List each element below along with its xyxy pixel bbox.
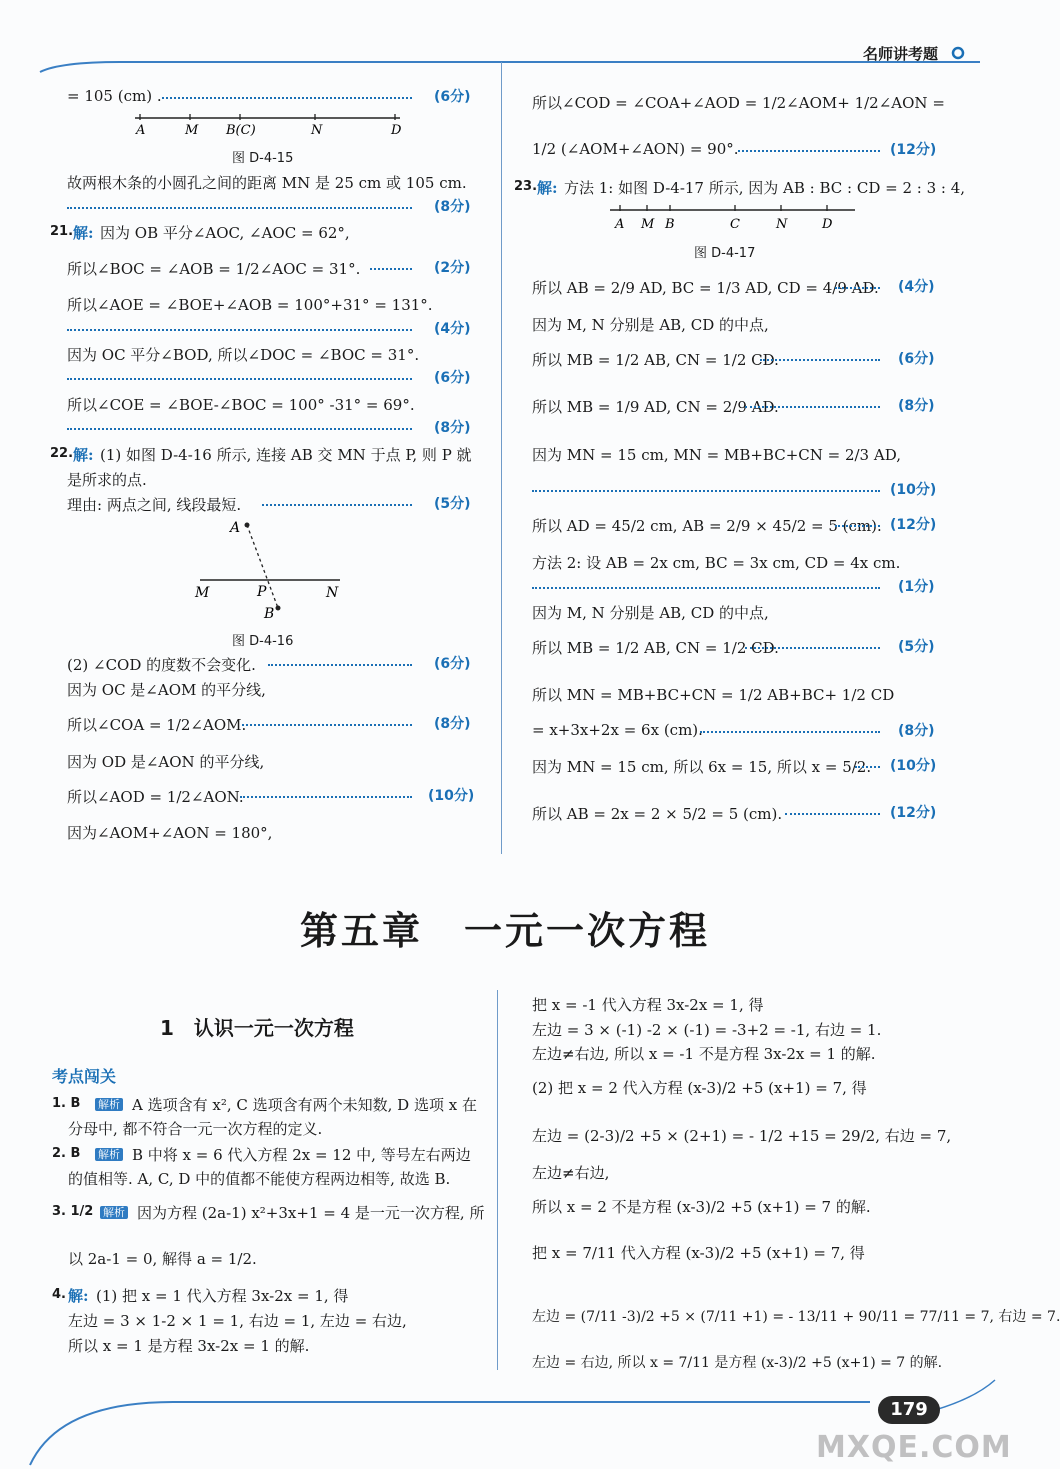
- text-line: 左边 = 3 × 1-2 × 1 = 1, 右边 = 1, 左边 = 右边,: [68, 1312, 407, 1330]
- text-line: 所以∠COA = 1/2∠AOM.: [67, 716, 247, 734]
- fig17-label-a: A: [615, 217, 625, 232]
- text-line: (1) 把 x = 1 代入方程 3x-2x = 1, 得: [96, 1287, 349, 1305]
- dot-leader: [700, 731, 880, 733]
- text-line: = x+3x+2x = 6x (cm).: [532, 721, 703, 739]
- score-mark: (5分): [898, 639, 935, 655]
- score-mark: (8分): [898, 723, 935, 739]
- solution-label: 解:: [537, 179, 558, 197]
- text-line: 所以∠COE = ∠BOE-∠BOC = 100° -31° = 69°.: [67, 396, 415, 414]
- text-line: 所以∠AOE = ∠BOE+∠AOB = 100°+31° = 131°.: [67, 296, 433, 314]
- figure-d-4-16: [185, 515, 355, 625]
- score-mark: (8分): [434, 199, 471, 215]
- fig15-label-a: A: [136, 123, 146, 138]
- score-mark: (10分): [890, 482, 937, 498]
- score-mark: (6分): [434, 370, 471, 386]
- fig16-label-m: M: [195, 585, 210, 601]
- text-line: 因为 MN = 15 cm, MN = MB+BC+CN = 2/3 AD,: [532, 446, 901, 464]
- text-line: 方法 2: 设 AB = 2x cm, BC = 3x cm, CD = 4x cm.: [532, 554, 901, 572]
- chapter-title: 第五章 一元一次方程: [300, 909, 711, 953]
- dot-leader: [162, 97, 412, 99]
- text-line: 左边 = (7/11 -3)/2 +5 × (7/11 +1) = - 13/11 + 90/11 = 77/11 = 7, 右边 = 7.: [532, 1309, 1060, 1325]
- text-line: 左边 = 右边, 所以 x = 7/11 是方程 (x-3)/2 +5 (x+1) = 7 的解.: [532, 1355, 943, 1371]
- text-line: B 中将 x = 6 代入方程 2x = 12 中, 等号左右两边: [132, 1146, 471, 1164]
- text-line: 把 x = -1 代入方程 3x-2x = 1, 得: [532, 996, 764, 1014]
- text-line: 左边≠右边, 所以 x = -1 不是方程 3x-2x = 1 的解.: [532, 1045, 876, 1063]
- dot-leader: [532, 587, 880, 589]
- text-line: 把 x = 7/11 代入方程 (x-3)/2 +5 (x+1) = 7, 得: [532, 1244, 865, 1262]
- answer-number: 2. B: [52, 1146, 81, 1161]
- score-mark: (8分): [898, 398, 935, 414]
- score-mark: (2分): [434, 260, 471, 276]
- dot-leader: [738, 150, 880, 152]
- text-line: 1/2 (∠AOM+∠AON) = 90°.: [532, 140, 739, 158]
- fig16-label-b: B: [264, 606, 275, 622]
- text-line: 因为 OC 是∠AOM 的平分线,: [67, 681, 266, 699]
- subsection-heading: 考点闯关: [52, 1067, 117, 1086]
- text-line: 因为 M, N 分别是 AB, CD 的中点,: [532, 316, 769, 334]
- fig17-label-n: N: [776, 217, 788, 232]
- text-line: 左边≠右边,: [532, 1164, 610, 1182]
- header-rule: [0, 58, 1000, 78]
- text-line: (1) 如图 D-4-16 所示, 连接 AB 交 MN 于点 P, 则 P 就: [100, 446, 472, 464]
- figure-caption: 图 D-4-17: [694, 246, 756, 261]
- column-divider: [501, 62, 502, 854]
- text-line: 所以 x = 1 是方程 3x-2x = 1 的解.: [68, 1337, 310, 1355]
- solution-label: 解:: [68, 1287, 89, 1305]
- analysis-tag: 解析: [95, 1094, 123, 1112]
- text-line: 因为 M, N 分别是 AB, CD 的中点,: [532, 604, 769, 622]
- text-line: 理由: 两点之间, 线段最短.: [67, 496, 242, 514]
- text-line: 所以 AD = 45/2 cm, AB = 2/9 × 45/2 = 5 (cm).: [532, 517, 882, 535]
- text-line: 左边 = 3 × (-1) -2 × (-1) = -3+2 = -1, 右边 = 1.: [532, 1021, 882, 1039]
- text-line: 因为 MN = 15 cm, 所以 6x = 15, 所以 x = 5/2.: [532, 758, 872, 776]
- dot-leader: [835, 287, 880, 289]
- score-mark: (8分): [434, 716, 471, 732]
- score-mark: (4分): [434, 321, 471, 337]
- fig17-label-d: D: [822, 217, 833, 232]
- score-mark: (6分): [434, 656, 471, 672]
- fig17-label-c: C: [730, 217, 740, 232]
- analysis-tag: 解析: [95, 1144, 123, 1162]
- score-mark: (1分): [898, 579, 935, 595]
- fig17-label-m: M: [641, 217, 655, 232]
- dot-leader: [268, 664, 412, 666]
- dot-leader: [745, 406, 880, 408]
- dot-leader: [835, 525, 880, 527]
- dot-leader: [240, 796, 412, 798]
- text-line: 因为∠AOM+∠AON = 180°,: [67, 824, 273, 842]
- dot-leader: [532, 490, 880, 492]
- text-line: (2) ∠COD 的度数不会变化.: [67, 656, 256, 674]
- text-line: 所以 MB = 1/2 AB, CN = 1/2 CD.: [532, 639, 779, 657]
- text-line: (2) 把 x = 2 代入方程 (x-3)/2 +5 (x+1) = 7, 得: [532, 1079, 867, 1097]
- fig16-label-a: A: [230, 520, 241, 536]
- text-line: 所以∠COD = ∠COA+∠AOD = 1/2∠AOM+ 1/2∠AON =: [532, 94, 945, 112]
- text-line: 所以 AB = 2x = 2 × 5/2 = 5 (cm).: [532, 805, 783, 823]
- dot-leader: [67, 207, 412, 209]
- analysis-tag: 解析: [100, 1202, 128, 1220]
- text-line: 因为 OC 平分∠BOD, 所以∠DOC = ∠BOC = 31°.: [67, 346, 420, 364]
- watermark: MXQE.COM: [816, 1430, 1012, 1465]
- answer-number: 1. B: [52, 1096, 81, 1111]
- answer-number: 4.: [52, 1287, 66, 1302]
- dot-leader: [745, 647, 880, 649]
- text-line: 所以 MN = MB+BC+CN = 1/2 AB+BC+ 1/2 CD: [532, 686, 895, 704]
- text-line: 是所求的点.: [67, 471, 147, 489]
- text-line: 所以∠BOC = ∠AOB = 1/2∠AOC = 31°.: [67, 260, 361, 278]
- dot-leader: [262, 504, 412, 506]
- dot-leader: [855, 766, 880, 768]
- text-line: 故两根木条的小圆孔之间的距离 MN 是 25 cm 或 105 cm.: [67, 174, 467, 192]
- column-divider: [497, 990, 498, 1370]
- question-number: 21.: [50, 224, 74, 239]
- score-mark: (12分): [890, 142, 937, 158]
- dot-leader: [760, 359, 880, 361]
- text-line: 的值相等. A, C, D 中的值都不能使方程两边相等, 故选 B.: [68, 1170, 451, 1188]
- fig15-label-d: D: [391, 123, 402, 138]
- figure-caption: 图 D-4-16: [232, 634, 294, 649]
- fig16-label-p: P: [257, 584, 267, 600]
- text-line: 所以 AB = 2/9 AD, BC = 1/3 AD, CD = 4/9 AD.: [532, 279, 879, 297]
- figure-d-4-15: [130, 112, 410, 140]
- score-mark: (12分): [890, 805, 937, 821]
- figure-d-4-17: [605, 200, 865, 234]
- text-line: 因为 OD 是∠AON 的平分线,: [67, 753, 265, 771]
- fig16-label-n: N: [326, 585, 339, 601]
- text-line: 以 2a-1 = 0, 解得 a = 1/2.: [68, 1250, 257, 1268]
- score-mark: (8分): [434, 420, 471, 436]
- dot-leader: [370, 268, 412, 270]
- score-mark: (10分): [428, 788, 475, 804]
- score-mark: (10分): [890, 758, 937, 774]
- answer-number: 3. 1/2: [52, 1204, 94, 1219]
- text-line: 因为 OB 平分∠AOC, ∠AOC = 62°,: [100, 224, 350, 242]
- dot-leader: [67, 428, 412, 430]
- score-mark: (6分): [898, 351, 935, 367]
- figure-caption: 图 D-4-15: [232, 151, 294, 166]
- text-line: = 105 (cm) .: [67, 87, 162, 105]
- dot-leader: [67, 329, 412, 331]
- solution-label: 解:: [73, 224, 94, 242]
- text-line: 左边 = (2-3)/2 +5 × (2+1) = - 1/2 +15 = 29/2, 右边 = 7,: [532, 1127, 952, 1145]
- question-number: 23.: [514, 179, 538, 194]
- solution-label: 解:: [73, 446, 94, 464]
- score-mark: (6分): [434, 89, 471, 105]
- score-mark: (12分): [890, 517, 937, 533]
- fig15-label-m: M: [185, 123, 199, 138]
- text-line: 所以 x = 2 不是方程 (x-3)/2 +5 (x+1) = 7 的解.: [532, 1198, 871, 1216]
- page-number: 179: [878, 1396, 940, 1424]
- score-mark: (4分): [898, 279, 935, 295]
- text-line: 分母中, 都不符合一元一次方程的定义.: [68, 1120, 323, 1138]
- text-line: 所以∠AOD = 1/2∠AON.: [67, 788, 244, 806]
- text-line: A 选项含有 x², C 选项含有两个未知数, D 选项 x 在: [132, 1096, 477, 1114]
- fig17-label-b: B: [665, 217, 675, 232]
- text-line: 因为方程 (2a-1) x²+3x+1 = 4 是一元一次方程, 所: [137, 1204, 485, 1222]
- question-number: 22.: [50, 446, 74, 461]
- text-line: 所以 MB = 1/2 AB, CN = 1/2 CD.: [532, 351, 779, 369]
- text-line: 所以 MB = 1/9 AD, CN = 2/9 AD.: [532, 398, 779, 416]
- section-title: 1 认识一元一次方程: [160, 1016, 354, 1040]
- dot-leader: [67, 378, 412, 380]
- fig15-label-n: N: [311, 123, 323, 138]
- dot-leader: [785, 813, 880, 815]
- dot-leader: [242, 724, 412, 726]
- running-header: 名师讲考题: [862, 45, 938, 63]
- fig15-label-bc: B(C): [226, 123, 256, 138]
- score-mark: (5分): [434, 496, 471, 512]
- text-line: 方法 1: 如图 D-4-17 所示, 因为 AB : BC : CD = 2 : 3 : 4,: [564, 179, 966, 197]
